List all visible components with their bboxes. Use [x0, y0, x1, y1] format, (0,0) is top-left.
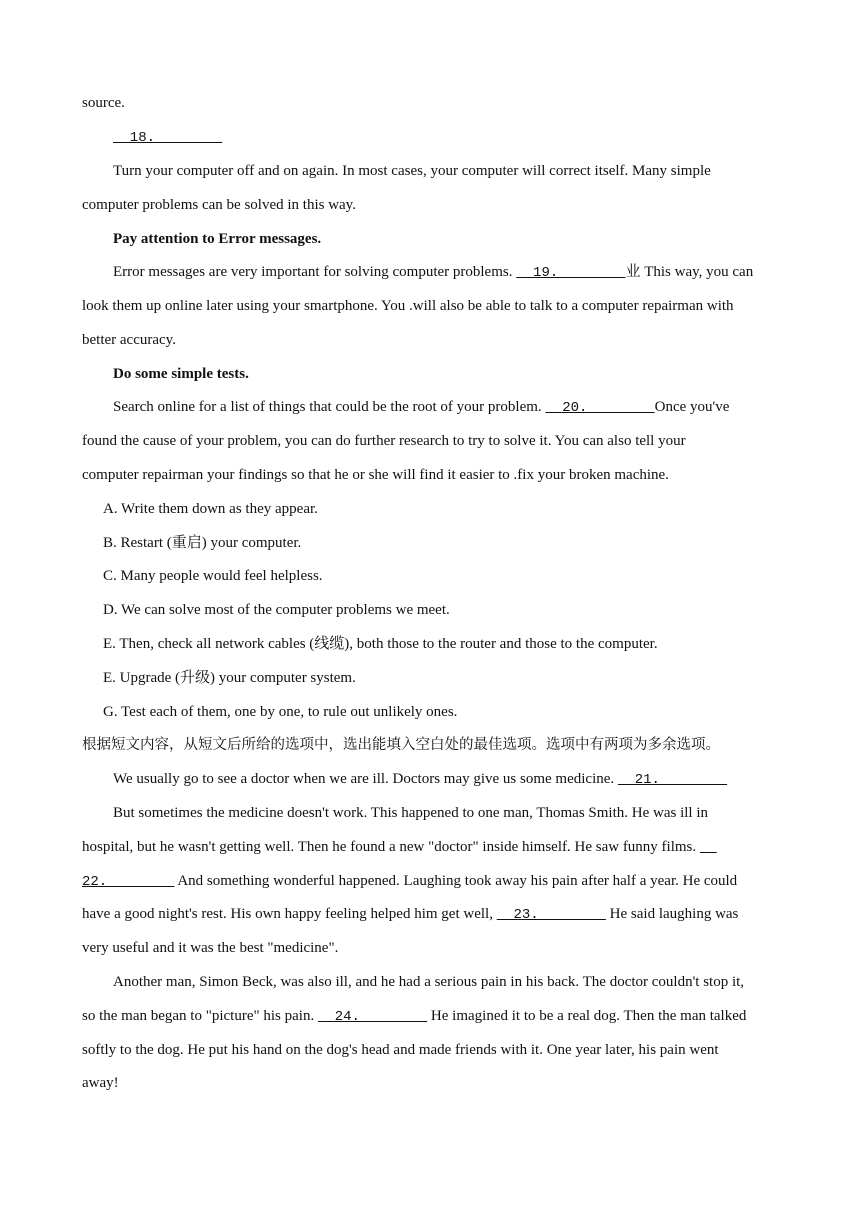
text-segment: And something wonderful happened. Laughing took away his pain after half a year. He could	[174, 873, 738, 889]
section-heading: Do some simple tests.	[113, 366, 249, 382]
option-a: A. Write them down as they appear.	[103, 501, 318, 517]
blank-18: 18.	[113, 130, 223, 146]
option-e: E. Then, check all network cables (线缆), both those to the router and those to the computer.	[103, 636, 658, 652]
option-g: G. Test each of them, one by one, to rule out unlikely ones.	[103, 704, 458, 720]
instructions: 根据短文内容，从短文后所给的选项中，选出能填入空白处的最佳选项。选项中有两项为多余选项。	[82, 737, 720, 753]
text-line	[82, 1006, 790, 1027]
blank-20: 20.	[545, 400, 655, 416]
text-segment: We usually go to see a doctor when we are ill. Doctors may give us some medicine.	[113, 771, 618, 787]
text-line: source.	[82, 95, 125, 111]
text-line: found the cause of your problem, you can do further research to try to solve it. You can also tell your	[82, 433, 686, 449]
text-line	[113, 769, 790, 790]
text-line: Turn your computer off and on again. In most cases, your computer will correct itself. Many simple	[113, 163, 711, 179]
text-segment: Error messages are very important for solving computer problems.	[113, 264, 517, 280]
answer-blank-18	[113, 127, 790, 148]
text-segment: He imagined it to be a real dog. Then the man talked	[427, 1008, 747, 1024]
blank-22: 22.	[82, 874, 175, 890]
text-segment: Once you've	[654, 399, 730, 415]
text-line: Another man, Simon Beck, was also ill, and he had a serious pain in his back. The doctor couldn't stop it,	[113, 974, 745, 990]
text-segment: 业 This way, you can	[625, 264, 754, 280]
text-line: But sometimes the medicine doesn't work. This happened to one man, Thomas Smith. He was ill in	[113, 805, 708, 821]
text-segment: hospital, but he wasn't getting well. Then he found a new "doctor" inside himself. He saw funny films.	[82, 839, 700, 855]
text-line: better accuracy.	[82, 332, 176, 348]
text-line	[82, 904, 790, 925]
blank-24: 24.	[317, 1009, 428, 1025]
text-line: computer repairman your findings so that he or she will find it easier to .fix your broken machine.	[82, 467, 669, 483]
text-line: look them up online later using your smartphone. You .will also be able to talk to a computer repairman with	[82, 298, 734, 314]
text-segment: He said laughing was	[605, 906, 739, 922]
option-b: B. Restart (重启) your computer.	[103, 535, 302, 551]
blank-22-start	[700, 838, 717, 858]
text-line: away!	[82, 1075, 119, 1091]
text-segment: Search online for a list of things that could be the root of your problem.	[113, 399, 546, 415]
text-line	[82, 871, 790, 892]
text-segment: so the man began to "picture" his pain.	[82, 1008, 318, 1024]
text-line: computer problems can be solved in this way.	[82, 197, 356, 213]
section-heading: Pay attention to Error messages.	[113, 231, 322, 247]
text-line	[113, 397, 790, 418]
option-e2: E. Upgrade (升级) your computer system.	[103, 670, 356, 686]
text-line: softly to the dog. He put his hand on the dog's head and made friends with it. One year later, his pain went	[82, 1042, 719, 1058]
blank-19: 19.	[516, 265, 626, 281]
text-line	[82, 837, 790, 858]
option-c: C. Many people would feel helpless.	[103, 568, 323, 584]
option-d: D. We can solve most of the computer problems we meet.	[103, 602, 450, 618]
blank-23: 23.	[496, 907, 606, 923]
blank-21: 21.	[617, 772, 728, 788]
text-line: very useful and it was the best "medicine".	[82, 940, 339, 956]
text-segment: have a good night's rest. His own happy feeling helped him get well,	[82, 906, 497, 922]
text-line	[113, 262, 790, 283]
